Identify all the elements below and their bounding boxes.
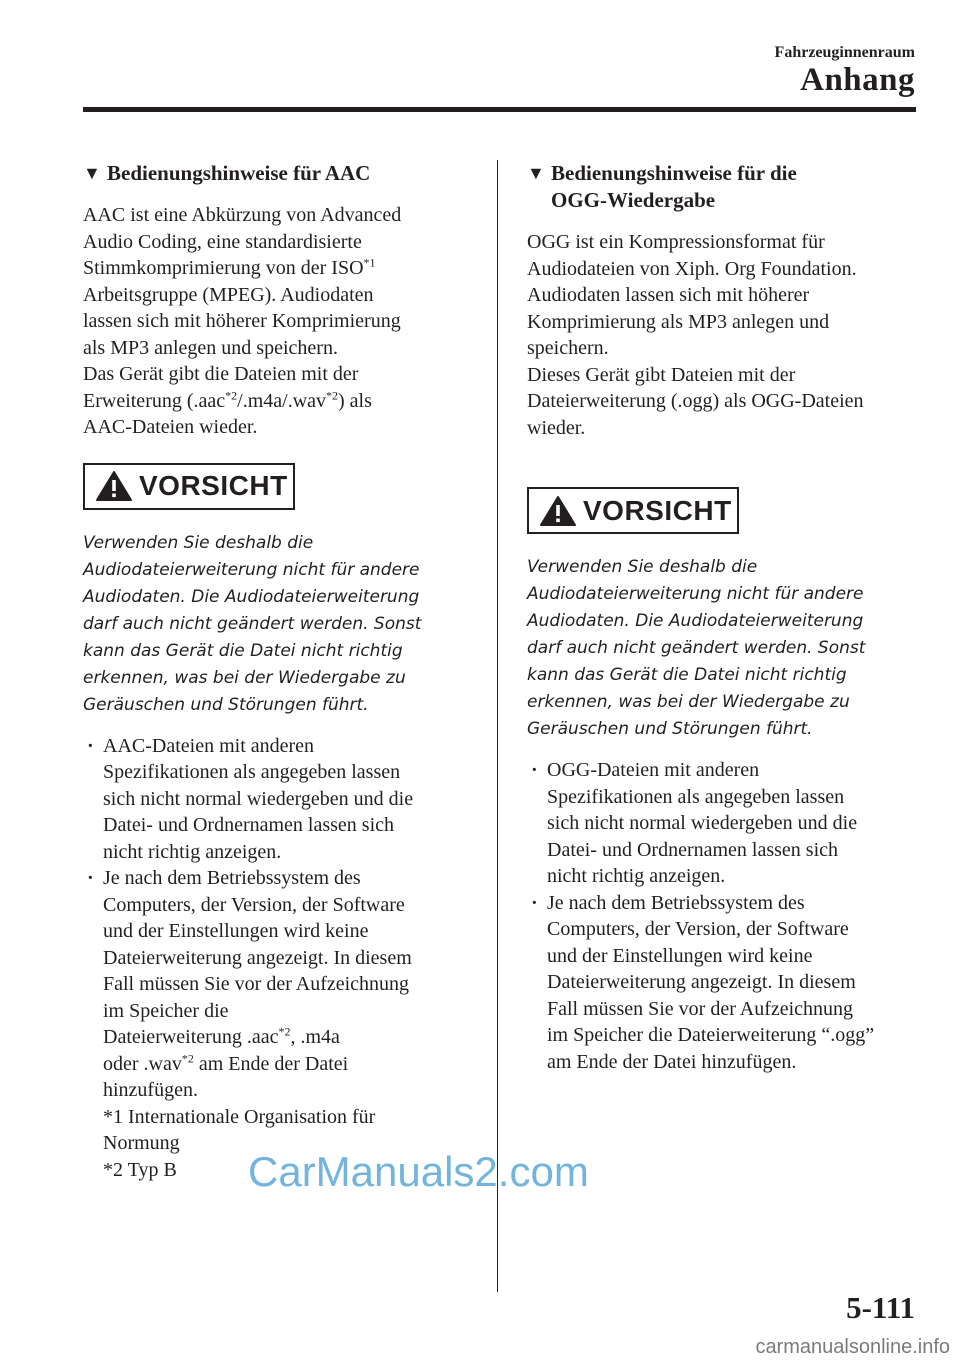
watermark: CarManuals2.com [248, 1148, 589, 1195]
text-line: nicht richtig anzeigen. [547, 865, 726, 887]
text-line: Das Gerät gibt die Dateien mit der [83, 363, 359, 385]
text-line: Dieses Gerät gibt Dateien mit der [527, 363, 796, 386]
text-line [103, 1024, 458, 1051]
text-line: im Speicher die [103, 999, 229, 1022]
text-line: Dateierweiterung angezeigt. In diesem [103, 946, 412, 969]
warning-label: VORSICHT [139, 470, 288, 501]
text-line: Audiodateien von Xiph. Org Foundation. [527, 257, 857, 280]
footnote-ref: *2 [278, 1024, 291, 1039]
text-line: sich nicht normal wiedergeben und die [547, 812, 858, 834]
text-line: Verwenden Sie deshalb die [83, 532, 314, 553]
column-divider [497, 160, 498, 1292]
text-span: am Ende der Datei [193, 1052, 349, 1075]
text-line: kann das Gerät die Datei nicht richtig [83, 640, 403, 661]
text-span: OGG-Wiedergabe [551, 188, 716, 212]
page-title: Anhang [800, 62, 915, 98]
warning-box [83, 463, 295, 510]
text-line: und der Einstellungen wird keine [547, 944, 813, 967]
text-line: Dateierweiterung angezeigt. In diesem [547, 971, 856, 993]
text-line: · OGG-Dateien mit anderen [547, 759, 760, 781]
text-line: Fall müssen Sie vor der Aufzeichnung [547, 997, 854, 1020]
list-item [527, 757, 922, 890]
text-span: , .m4a [290, 1026, 340, 1048]
triangle-down-icon: ▼ [527, 163, 545, 183]
text-line [103, 1051, 458, 1078]
text-line: Audiodaten. Die Audiodateierweiterung [83, 586, 420, 607]
text-line: Audiodateierweiterung nicht für andere [83, 559, 420, 580]
text-line: · AAC-Dateien mit anderen [103, 734, 315, 757]
text-span: Bedienungshinweise für die [551, 161, 797, 185]
text-line: erkennen, was bei der Wiedergabe zu [83, 667, 406, 688]
footnote: Normung [103, 1132, 180, 1154]
text-line: im Speicher die Dateierweiterung “.ogg” [547, 1024, 875, 1046]
text-line: erkennen, was bei der Wiedergabe zu [527, 692, 850, 712]
text-line: am Ende der Datei hinzufügen. [547, 1050, 797, 1073]
text-line: Fall müssen Sie vor der Aufzeichnung [103, 973, 410, 995]
footer-watermark: carmanualsonline.info [755, 1336, 950, 1358]
text-line: Dateierweiterung (.ogg) als OGG-Dateien [527, 390, 864, 412]
text-line: Geräuschen und Störungen führt. [527, 719, 813, 739]
text-line: OGG ist ein Kompressionsformat für [527, 231, 825, 253]
aac-notes-list [83, 733, 458, 1104]
ogg-notes-list [527, 757, 922, 1075]
warning-triangle-icon [539, 495, 577, 527]
text-line: AAC-Dateien wieder. [83, 416, 258, 438]
text-span: ) als [338, 389, 372, 412]
text-line: hinzufügen. [103, 1079, 198, 1101]
warning-label: VORSICHT [583, 494, 732, 526]
text-line: Audiodateierweiterung nicht für andere [527, 584, 864, 604]
text-line: Verwenden Sie deshalb die [527, 557, 758, 577]
text-line: Geräuschen und Störungen führt. [83, 694, 369, 715]
text-line: Spezifikationen als angegeben lassen [103, 761, 401, 783]
text-line: Datei- und Ordnernamen lassen sich [547, 838, 839, 861]
list-item [83, 865, 458, 1104]
text-line: als MP3 anlegen und speichern. [83, 336, 338, 359]
warning-box [527, 487, 739, 534]
text-span: Stimmkomprimierung von der ISO [83, 257, 364, 279]
text-line: AAC ist eine Abkürzung von Advanced [83, 204, 402, 226]
footnote-ref: *1 [363, 255, 376, 270]
footnote-ref: *2 [225, 387, 238, 402]
text-line: Computers, der Version, der Software [547, 918, 849, 940]
left-column [83, 160, 458, 1183]
text-line: und der Einstellungen wird keine [103, 920, 369, 942]
text-line: wieder. [527, 416, 586, 439]
text-line: Spezifikationen als angegeben lassen [547, 785, 845, 808]
text-line: Arbeitsgruppe (MPEG). Audiodaten [83, 283, 374, 306]
list-item [527, 890, 922, 1076]
text-line: Audiodaten lassen sich mit höherer [527, 284, 810, 306]
footnote-ref: *2 [181, 1050, 194, 1065]
text-line: lassen sich mit höherer Komprimierung [83, 310, 401, 332]
footnote: *1 Internationale Organisation für [103, 1105, 376, 1128]
aac-heading [83, 160, 458, 187]
text-line [83, 388, 458, 415]
text-line: · Je nach dem Betriebssystem des [547, 891, 805, 914]
text-line: · Je nach dem Betriebssystem des [103, 867, 361, 889]
aac-heading-text: Bedienungshinweise für AAC [107, 161, 371, 185]
text-span: /.m4a/.wav [237, 389, 327, 412]
text-line: Computers, der Version, der Software [103, 893, 405, 916]
text-line: darf auch nicht geändert werden. Sonst [83, 613, 422, 634]
section-label: Fahrzeuginnenraum [774, 44, 915, 61]
text-span: Dateierweiterung .aac [103, 1026, 279, 1048]
warning-triangle-icon [95, 470, 133, 502]
text-line: speichern. [527, 337, 609, 359]
right-column [527, 160, 922, 1075]
page-number: 5-111 [846, 1290, 915, 1325]
text-line: nicht richtig anzeigen. [103, 840, 282, 863]
text-line: darf auch nicht geändert werden. Sonst [527, 638, 866, 658]
ogg-description [527, 229, 922, 441]
text-span: Erweiterung (.aac [83, 389, 226, 412]
footnote: *2 Typ B [103, 1158, 177, 1181]
ogg-heading-text [551, 160, 797, 214]
caution-text [527, 554, 922, 743]
text-line [83, 255, 458, 282]
text-line: Audiodaten. Die Audiodateierweiterung [527, 611, 864, 631]
footnote-ref: *2 [326, 387, 339, 402]
text-line: Komprimierung als MP3 anlegen und [527, 310, 830, 333]
text-line: kann das Gerät die Datei nicht richtig [527, 665, 847, 685]
ogg-heading [527, 160, 922, 214]
caution-text [83, 530, 458, 719]
text-line: sich nicht normal wiedergeben und die [103, 787, 414, 810]
text-line: Audio Coding, eine standardisierte [83, 230, 362, 253]
text-span: oder .wav [103, 1052, 182, 1075]
list-item [83, 733, 458, 866]
aac-description [83, 202, 458, 441]
text-line: Datei- und Ordnernamen lassen sich [103, 814, 395, 836]
triangle-down-icon: ▼ [83, 163, 101, 183]
header-rule [83, 107, 916, 112]
